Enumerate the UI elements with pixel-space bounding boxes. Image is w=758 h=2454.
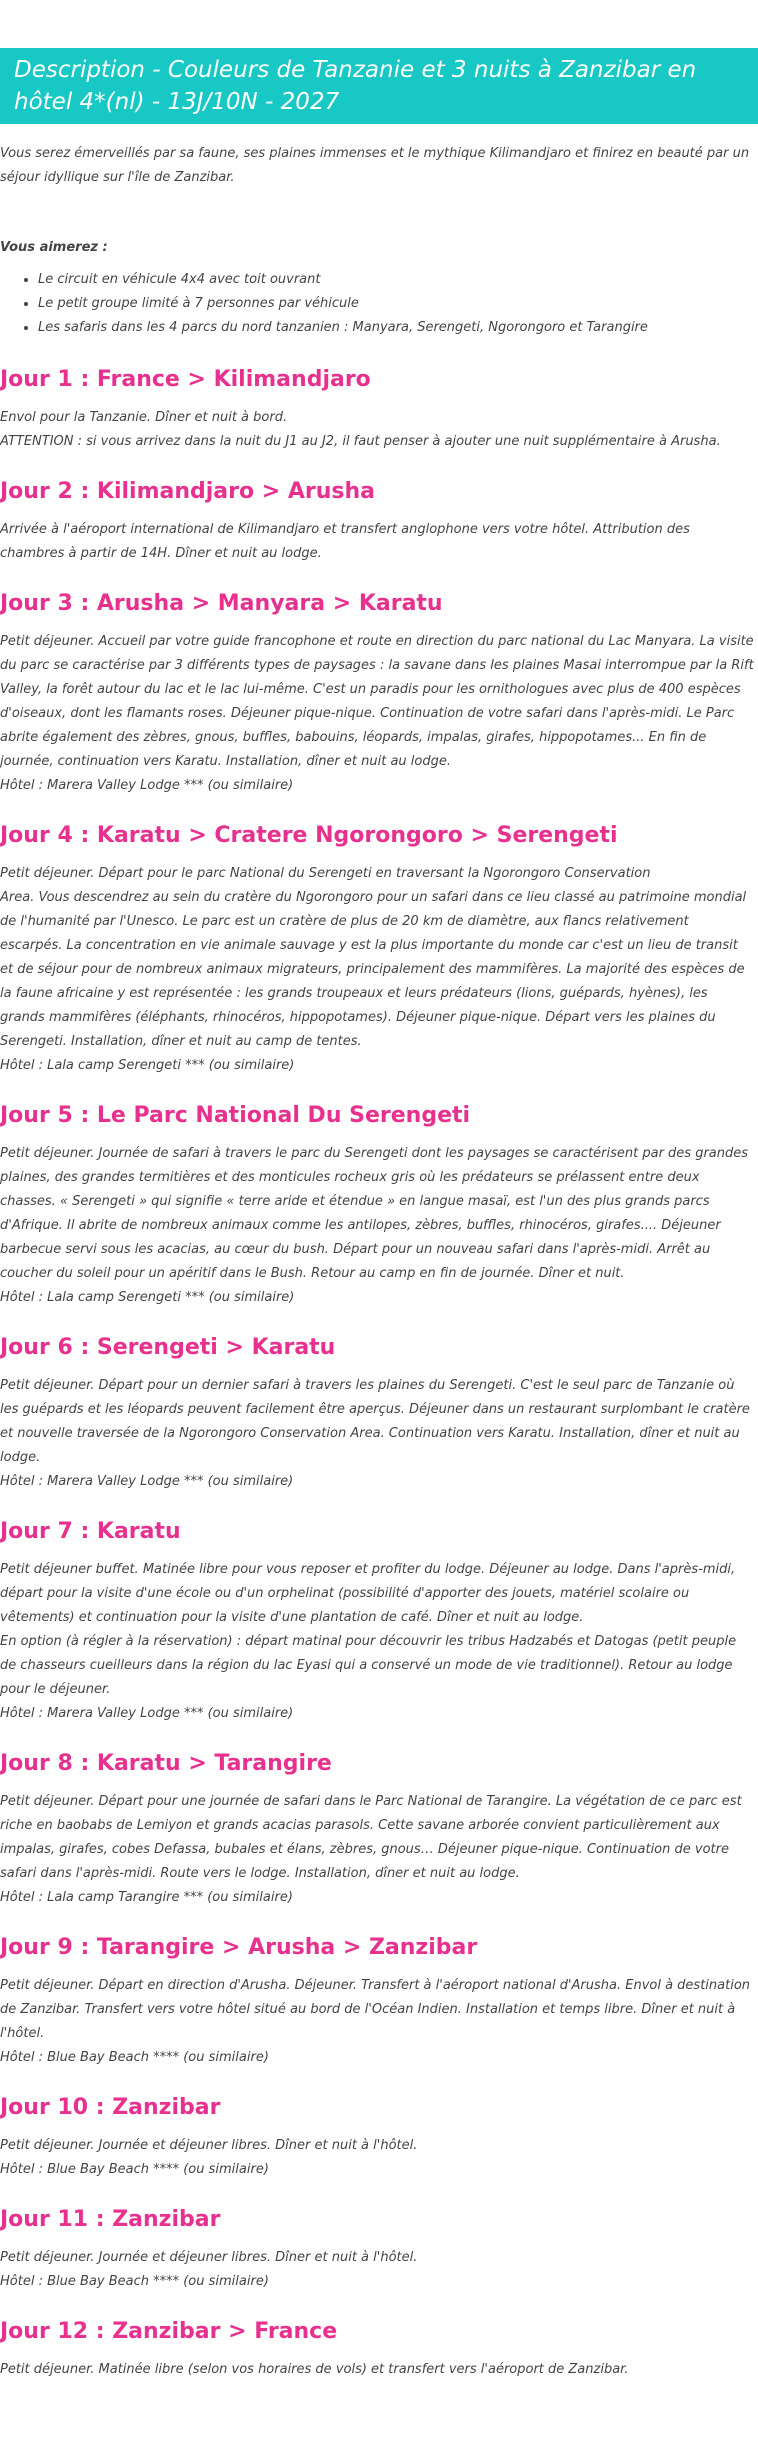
itinerary (0, 366, 758, 2382)
day-description (0, 1790, 754, 1910)
day-text-line: ATTENTION : si vous arrivez dans la nuit du J1 au J2, il faut penser à ajouter une nuit supplémentaire à Arusha. (0, 434, 721, 449)
day-text-line: Hôtel : Lala camp Serengeti *** (ou similaire) (0, 1290, 295, 1305)
day-text-line: Petit déjeuner. Matinée libre (selon vos horaires de vols) et transfert vers l'aéroport de Zanzibar. (0, 2362, 629, 2377)
itinerary-day (0, 1750, 758, 1910)
day-description (0, 518, 754, 566)
itinerary-day (0, 366, 758, 454)
day-title: Jour 2 : Kilimandjaro > Arusha (0, 479, 375, 504)
day-text-line: Hôtel : Marera Valley Lodge *** (ou similaire) (0, 1474, 294, 1489)
day-text-line: Petit déjeuner. Départ pour le parc National du Serengeti en traversant la Ngorongoro Conservation (0, 866, 651, 881)
day-title: Jour 7 : Karatu (0, 1519, 181, 1544)
itinerary-day (0, 1934, 758, 2070)
day-text-line: Hôtel : Blue Bay Beach **** (ou similaire) (0, 2274, 269, 2289)
highlight-item: • Le petit groupe limité à 7 personnes par véhicule (38, 292, 758, 316)
day-text-line: Hôtel : Blue Bay Beach **** (ou similaire) (0, 2162, 269, 2177)
day-description (0, 862, 754, 1078)
day-title: Jour 3 : Arusha > Manyara > Karatu (0, 591, 443, 616)
day-title: Jour 9 : Tarangire > Arusha > Zanzibar (0, 1935, 478, 1960)
day-title: Jour 5 : Le Parc National Du Serengeti (0, 1103, 471, 1128)
day-description (0, 1558, 754, 1726)
itinerary-day (0, 1518, 758, 1726)
day-text-line: En option (à régler à la réservation) : départ matinal pour découvrir les tribus Hadzabés et Datogas (petit peuple de chasseurs cueilleurs dans la région du lac Eyasi qui a conservé un mode de vie traditionnel). Retour au lodge pour le déjeuner. (0, 1634, 737, 1697)
itinerary-day (0, 2094, 758, 2182)
day-text-line: Hôtel : Lala camp Serengeti *** (ou similaire) (0, 1058, 295, 1073)
day-text-line: Petit déjeuner. Départ en direction d'Arusha. Déjeuner. Transfert à l'aéroport national d'Arusha. Envol à destination de Zanzibar. Transfert vers votre hôtel situé au bord de l'Océan Indien. Installation et temps libre. Dîner et nuit à l'hôtel. (0, 1978, 751, 2041)
day-title: Jour 11 : Zanzibar (0, 2207, 221, 2232)
day-description (0, 2134, 754, 2182)
day-text-line: Hôtel : Marera Valley Lodge *** (ou similaire) (0, 778, 294, 793)
itinerary-day (0, 2318, 758, 2382)
day-title: Jour 8 : Karatu > Tarangire (0, 1751, 332, 1776)
page-title-banner (0, 48, 758, 124)
day-text-line: Area. Vous descendrez au sein du cratère du Ngorongoro pour un safari dans ce lieu classé au patrimoine mondial de l'humanité par l'Unesco. Le parc est un cratère de plus de 20 km de diamètre, aux flancs relativement escarpés. La concentration en vie animale sauvage y est la plus importante du monde car c'est un lieu de transit et de séjour pour de nombreux animaux migrateurs, principalement des mammifères. La majorité des espèces de la faune africaine y est représentée : les grands troupeaux et leurs prédateurs (lions, guépards, hyènes), les grands mammifères (éléphants, rhinocéros, hippopotames). Déjeuner pique-nique. Départ vers les plaines du Serengeti. Installation, dîner et nuit au camp de tentes. (0, 890, 747, 1049)
day-text-line: Petit déjeuner. Départ pour une journée de safari dans le Parc National de Tarangire. La végétation de ce parc est riche en baobabs de Lemiyon et grands acacias parasols. Cette savane arborée convient particulièrement aux impalas, girafes, cobes Defassa, bubales et élans, zèbres, gnous… Déjeuner pique-nique. Continuation de votre safari dans l'après-midi. Route vers le lodge. Installation, dîner et nuit au lodge. (0, 1794, 742, 1881)
intro-paragraph: Vous serez émerveillés par sa faune, ses plaines immenses et le mythique Kilimandjaro et finirez en beauté par un séjour idyllique sur l'île de Zanzibar. (0, 146, 750, 185)
day-text-line: Petit déjeuner. Journée et déjeuner libres. Dîner et nuit à l'hôtel. (0, 2138, 418, 2153)
day-text-line: Petit déjeuner buffet. Matinée libre pour vous reposer et profiter du lodge. Déjeuner au lodge. Dans l'après-midi, départ pour la visite d'une école ou d'un orphelinat (possibilité d'apporter des jouets, matériel scolaire ou vêtements) et continuation pour la visite d'une plantation de café. Dîner et nuit au lodge. (0, 1562, 736, 1625)
day-title: Jour 12 : Zanzibar > France (0, 2319, 338, 2344)
day-title: Jour 6 : Serengeti > Karatu (0, 1335, 336, 1360)
day-description (0, 1974, 754, 2070)
day-text-line: Arrivée à l'aéroport international de Kilimandjaro et transfert anglophone vers votre hôtel. Attribution des chambres à partir de 14H. Dîner et nuit au lodge. (0, 522, 690, 561)
highlights-label: Vous aimerez : (0, 240, 108, 255)
highlights-list (0, 268, 758, 340)
day-text-line: Envol pour la Tanzanie. Dîner et nuit à bord. (0, 410, 288, 425)
day-description (0, 2358, 754, 2382)
day-text-line: Hôtel : Marera Valley Lodge *** (ou similaire) (0, 1706, 294, 1721)
itinerary-day (0, 2206, 758, 2294)
day-description (0, 1142, 754, 1310)
day-text-line: Petit déjeuner. Accueil par votre guide francophone et route en direction du parc national du Lac Manyara. La visite du parc se caractérise par 3 différents types de paysages : la savane dans les plaines Masai interrompue par la Rift Valley, la forêt autour du lac et le lac lui-même. C'est un paradis pour les ornithologues avec plus de 400 espèces d'oiseaux, dont les flamants roses. Déjeuner pique-nique. Continuation de votre safari dans l'après-midi. Le Parc abrite également des zèbres, gnous, buffles, babouins, léopards, impalas, girafes, hippopotames... En fin de journée, continuation vers Karatu. Installation, dîner et nuit au lodge. (0, 634, 754, 769)
day-title: Jour 10 : Zanzibar (0, 2095, 221, 2120)
day-text-line: Petit déjeuner. Journée de safari à travers le parc du Serengeti dont les paysages se caractérisent par des grandes plaines, des grandes termitières et des monticules rocheux gris où les prédateurs se prélassent entre deux chasses. « Serengeti » qui signifie « terre aride et étendue » en langue masaï, est l'un des plus grands parcs d'Afrique. Il abrite de nombreux animaux comme les antilopes, zèbres, buffles, rhinocéros, girafes.... Déjeuner barbecue servi sous les acacias, au cœur du bush. Départ pour un nouveau safari dans l'après-midi. Arrêt au coucher du soleil pour un apéritif dans le Bush. Retour au camp en fin de journée. Dîner et nuit. (0, 1146, 749, 1281)
itinerary-day (0, 478, 758, 566)
day-description (0, 406, 754, 454)
day-description (0, 1374, 754, 1494)
day-description (0, 630, 754, 798)
itinerary-day (0, 590, 758, 798)
day-description (0, 2246, 754, 2294)
day-text-line: Petit déjeuner. Journée et déjeuner libres. Dîner et nuit à l'hôtel. (0, 2250, 418, 2265)
itinerary-day (0, 1334, 758, 1494)
day-text-line: Hôtel : Blue Bay Beach **** (ou similaire) (0, 2050, 269, 2065)
highlight-item: • Le circuit en véhicule 4x4 avec toit ouvrant (38, 268, 758, 292)
day-title: Jour 4 : Karatu > Cratere Ngorongoro > Serengeti (0, 823, 618, 848)
page-title: Description - Couleurs de Tanzanie et 3 nuits à Zanzibar en hôtel 4*(nl) - 13J/10N - 2027 (14, 57, 697, 115)
day-text-line: Petit déjeuner. Départ pour un dernier safari à travers les plaines du Serengeti. C'est le seul parc de Tanzanie où les guépards et les léopards peuvent facilement être aperçus. Déjeuner dans un restaurant surplombant le cratère et nouvelle traversée de la Ngorongoro Conservation Area. Continuation vers Karatu. Installation, dîner et nuit au lodge. (0, 1378, 750, 1465)
day-title: Jour 1 : France > Kilimandjaro (0, 367, 371, 392)
day-text-line: Hôtel : Lala camp Tarangire *** (ou similaire) (0, 1890, 293, 1905)
highlight-item: • Les safaris dans les 4 parcs du nord tanzanien : Manyara, Serengeti, Ngorongoro et Tarangire (38, 316, 758, 340)
itinerary-day (0, 822, 758, 1078)
itinerary-day (0, 1102, 758, 1310)
